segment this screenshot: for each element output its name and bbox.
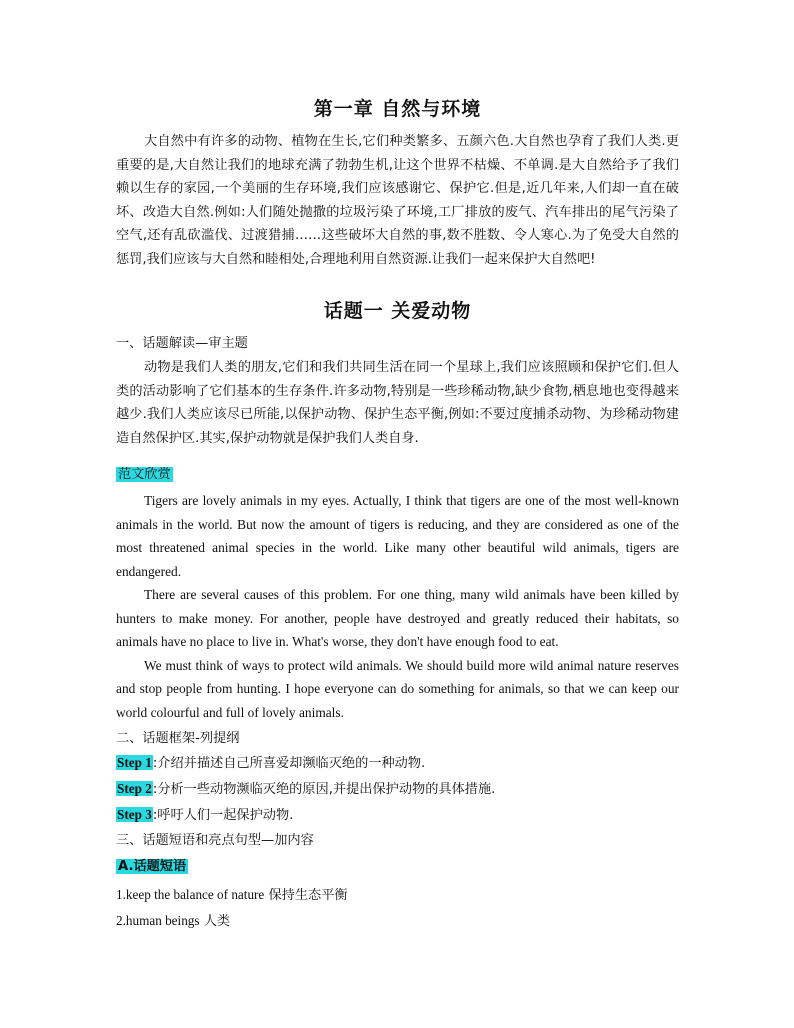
step-item	[116, 804, 293, 827]
section3-heading: 三、话题短语和亮点句型—加内容	[116, 833, 314, 848]
step-text: :呼吁人们一起保护动物.	[152, 808, 294, 823]
section1-paragraph: 动物是我们人类的朋友,它们和我们共同生活在同一个星球上,我们应该照顾和保护它们.但人类的活动影响了它们基本的生存条件.许多动物,特别是一些珍稀动物,缺少食物,栖息地也变得越来越少.我们人类应该尽已所能,以保护动物、保护生态平衡,例如:不要过度捕杀动物、为珍稀动物建造自然保护区.其实,保护动物就是保护我们人类自身.	[116, 360, 679, 446]
step-label: Step 1	[117, 755, 152, 770]
section1-heading: 一、话题解读—审主题	[116, 336, 248, 351]
sample-label-row	[116, 464, 173, 486]
section1-block	[116, 356, 679, 450]
chapter-title: 第一章 自然与环境	[313, 98, 482, 120]
phrase-item	[116, 910, 230, 933]
sample-paragraph: There are several causes of this problem. For one thing, many wild animals have been killed by hunters to make money. For another, people have destroyed and greatly reduced their habitats, so animals have no place to live in. What's worse, they don't have enough food to eat.	[116, 587, 679, 649]
phrase-en: 1.keep the balance of nature	[116, 887, 265, 902]
step-text: :介绍并描述自己所喜爱却濒临灭绝的一种动物.	[152, 756, 426, 771]
step-label: Step 2	[117, 781, 152, 796]
phrase-cn: 保持生态平衡	[264, 888, 348, 903]
phrase-item	[116, 884, 348, 907]
sub-label-row	[116, 856, 188, 878]
step-text: :分析一些动物濒临灭绝的原因,并提出保护动物的具体措施.	[152, 782, 496, 797]
phrase-en: 2.human beings	[116, 913, 200, 928]
topic-title: 话题一 关爱动物	[323, 300, 472, 322]
sample-essay	[116, 489, 679, 724]
sample-label: 范文欣赏	[118, 467, 171, 482]
sample-paragraph: We must think of ways to protect wild animals. We should build more wild animal nature reserves and stop people from hunting. I hope everyone can do something for animals, so that we can keep our world colourful and full of lovely animals.	[116, 657, 679, 720]
section2-heading: 二、话题框架-列提纲	[116, 731, 240, 746]
chapter-intro-block	[116, 130, 679, 271]
step-label: Step 3	[117, 807, 152, 822]
sample-paragraph: Tigers are lovely animals in my eyes. Actually, I think that tigers are one of the most well-known animals in the world. But now the amount of tigers is reducing, and they are considered as one of the most threatened animal species in the world. Like many other beautiful wild animals, tigers are endangered.	[116, 493, 679, 579]
phrase-sub-label: A.话题短语	[118, 859, 187, 874]
step-item	[116, 752, 425, 775]
chapter-intro: 大自然中有许多的动物、植物在生长,它们种类繁多、五颜六色.大自然也孕育了我们人类.更重要的是,大自然让我们的地球充满了勃勃生机,让这个世界不枯燥、不单调.是大自然给予了我们赖以生存的家园,一个美丽的生存环境,我们应该感谢它、保护它.但是,近几年来,人们却一直在破坏、改造大自然.例如:人们随处抛撒的垃圾污染了环境,工厂排放的废气、汽车排出的尾气污染了空气,还有乱砍滥伐、过渡猎捕……这些破坏大自然的事,数不胜数、令人寒心.为了免受大自然的惩罚,我们应该与大自然和睦相处,合理地利用自然资源.让我们一起来保护大自然吧!	[116, 134, 679, 267]
phrase-cn: 人类	[199, 914, 231, 929]
step-item	[116, 778, 495, 801]
